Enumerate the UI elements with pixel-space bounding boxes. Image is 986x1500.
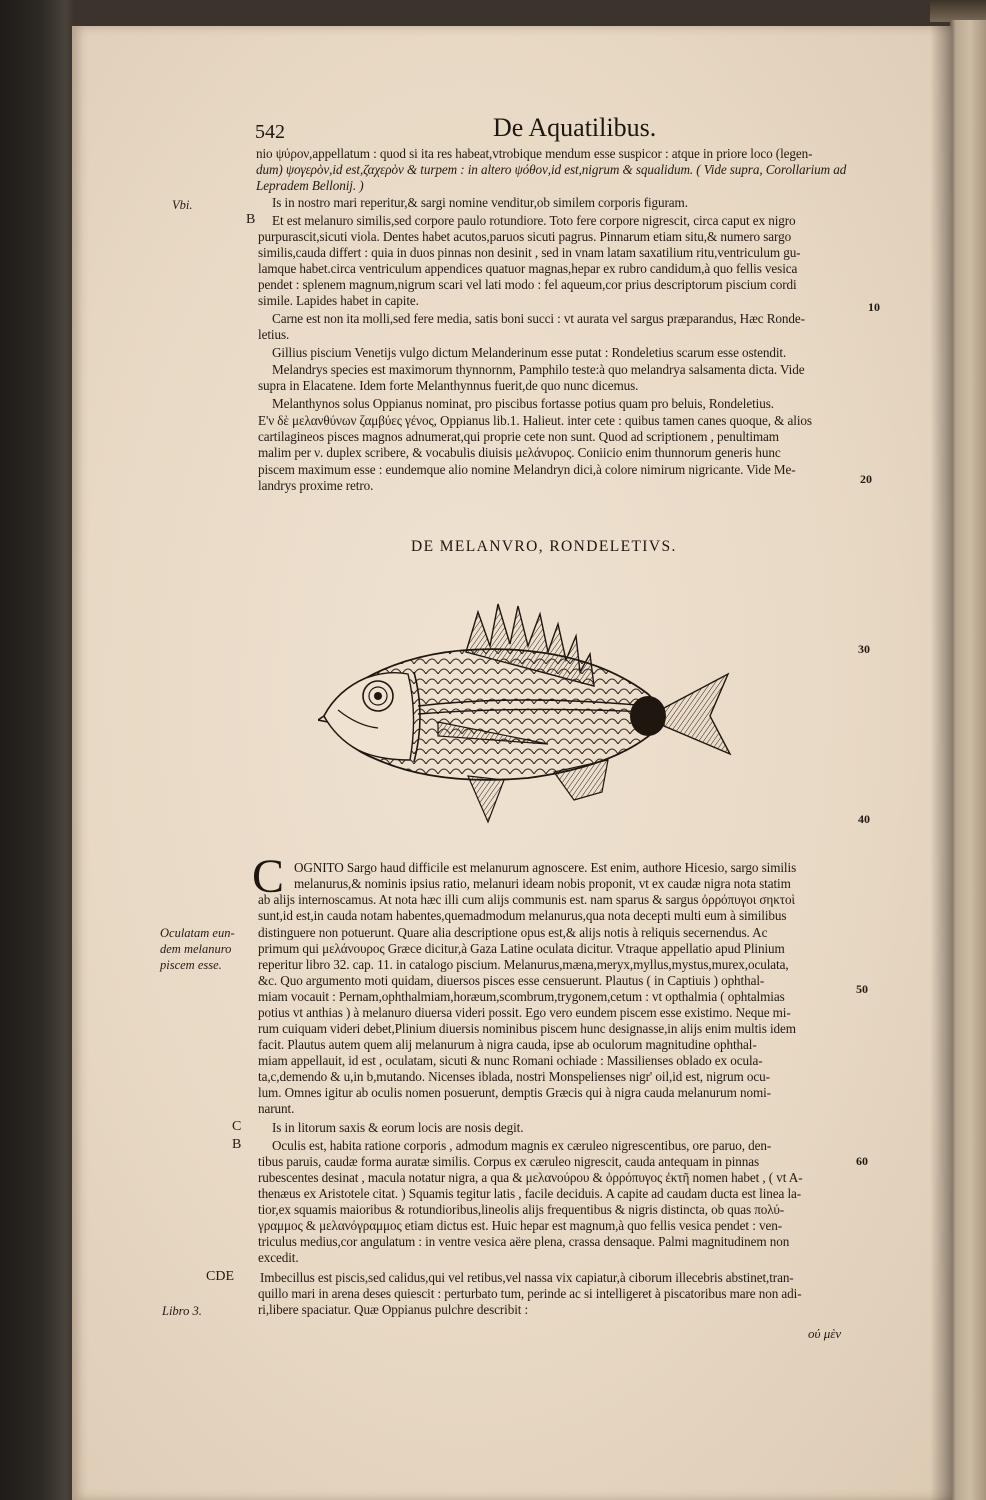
drop-cap: C bbox=[252, 850, 285, 903]
text-line: ta,c,demendo & u,in b,mutando. Nicenses iblada, nostri Monspelienses nigr' oil,id est, nigrum ocu- bbox=[258, 1069, 770, 1084]
text-line: Et est melanuro similis,sed corpore paulo rotundiore. Toto fere corpore nigrescit, circa caput ex nigro bbox=[272, 213, 796, 228]
text-line: narunt. bbox=[258, 1101, 295, 1116]
text-line: tior,ex squamis maioribus & rotundioribus,lineolis alijs frequentibus & nigris distincta, ob quas πολύ- bbox=[258, 1202, 785, 1217]
text-line: similis,cauda differt : quia in duos pinnas non desinit , sed in vnam latam saxatilium ritu,ventriculum gu- bbox=[258, 245, 801, 260]
catchword: ού μὲν bbox=[808, 1326, 842, 1341]
text-line: Lepradem Bellonij. ) bbox=[256, 178, 364, 193]
line-number: 30 bbox=[858, 642, 870, 656]
text-line: excedit. bbox=[258, 1250, 299, 1265]
line-number: 40 bbox=[858, 812, 870, 826]
text-line: Imbecillus est piscis,sed calidus,qui vel retibus,vel nassa vix capiatur,à ciborum illecebris abstinet,tran- bbox=[260, 1270, 794, 1285]
margin-note: Libro 3. bbox=[162, 1304, 202, 1318]
text-line: facit. Plautus autem quem alij melanurum à nigra cauda, ipse ab oculorum magnitudine ophthal- bbox=[258, 1037, 757, 1052]
text-line: ab alijs internoscamus. At nota hæc illi cum alijs communis est. nam sparus & sargus ὀρρόπυγοι σηκτοὶ bbox=[258, 892, 795, 907]
text-line: lum. Omnes igitur ab oculis nomen posuerunt, demptis Græcis qui à nigra cauda melanurum nomi- bbox=[258, 1085, 771, 1100]
fish-woodcut-illustration bbox=[318, 594, 738, 824]
text-line: letius. bbox=[258, 327, 290, 342]
text-line: reperitur libro 32. cap. 11. in catalogo piscium. Melanurus,mæna,meryx,myllus,mystus,murex,oculata, bbox=[258, 957, 789, 972]
book-page bbox=[72, 26, 952, 1500]
margin-letter: C bbox=[232, 1119, 242, 1134]
text-line: melanurus,& nominis ipsius ratio, melanuri ideam nobis proponit, vt ex caudæ nigra nota statim bbox=[294, 876, 791, 891]
text-line: miam appellauit, id est , oculatam, sicuti & nunc Romani ochiade : Massilienses oblado ex ocula- bbox=[258, 1053, 763, 1068]
text-line: dum) ψογερὸν,id est,ζαχερὸν & turpem : in altero ψόθον,id est,nigrum & squalidum. ( Vide supra, Corollarium ad bbox=[256, 162, 847, 177]
line-number: 60 bbox=[856, 1154, 868, 1168]
text-line: γραμμος & μελανόγραμμος etiam dictus est. Huic hepar est magnum,à quo fellis vesica pendet : ven- bbox=[258, 1218, 782, 1233]
line-number: 20 bbox=[860, 472, 872, 486]
text-line: Is in nostro mari reperitur,& sargi nomine venditur,ob similem corporis figuram. bbox=[272, 195, 688, 210]
page-number: 542 bbox=[255, 121, 285, 143]
text-line: triculus medius,cor angulatum : in ventre vesica aëre plena, crassa densaque. Palmi magnitudinem non bbox=[258, 1234, 790, 1249]
text-line: piscem maximum esse : eundemque alio nomine Melandryn dici,à colore nimirum nigricante. Vide Me- bbox=[258, 462, 796, 477]
margin-letter: B bbox=[246, 212, 256, 227]
text-line: purpurascit,sicuti viola. Dentes habet acutos,paruos sicuti pagrus. Pinnarum etiam situ,& numero sargo bbox=[258, 229, 792, 244]
text-line: primum qui μελάνουρος Græce dicitur,à Gaza Latine oculata dicitur. Vtraque appellatio apud Plinium bbox=[258, 941, 785, 956]
margin-letter: B bbox=[232, 1137, 242, 1152]
margin-note: dem melanuro bbox=[160, 942, 232, 956]
text-line: Melandrys species est maximorum thynnornm, Pamphilo teste:à quo melandrya salsamenta dicta. Vide bbox=[272, 362, 805, 377]
text-line: OGNITO Sargo haud difficile est melanurum agnoscere. Est enim, authore Hicesio, sargo similis bbox=[294, 860, 797, 875]
next-page-edge bbox=[950, 20, 986, 1500]
margin-note: Vbi. bbox=[172, 198, 193, 212]
text-line: Gillius piscium Venetijs vulgo dictum Melanderinum esse putat : Rondeletius scarum esse ostendit. bbox=[272, 345, 787, 360]
text-line: Is in litorum saxis & eorum locis are nosis degit. bbox=[272, 1120, 524, 1135]
line-number: 10 bbox=[868, 300, 880, 314]
text-line: Melanthynos solus Oppianus nominat, pro piscibus fortasse potius quam pro beluis, Rondeletius. bbox=[272, 396, 774, 411]
line-number: 50 bbox=[856, 982, 868, 996]
text-line: thenæus ex Aristotele citat. ) Squamis tegitur latis , facile deciduis. A capite ad caudam ducta est linea la- bbox=[258, 1186, 802, 1201]
text-line: Ε'ν δὲ μελανθύνων ζαμβύες γένος, Oppianus lib.1. Halieut. inter cete : quibus tamen canes quoque, & alios bbox=[258, 413, 812, 428]
running-head: De Aquatilibus. bbox=[493, 113, 657, 142]
text-line: cartilagineos pisces magnos adnumerat,qui proprie cete non sunt. Quod ad scriptionem , penultimam bbox=[258, 429, 779, 444]
book-binding bbox=[930, 0, 986, 22]
text-line: Carne est non ita molli,sed fere media, satis boni succi : vt aurata vel sargus præparandus, Hæc Ronde- bbox=[272, 311, 805, 326]
margin-letter: CDE bbox=[206, 1269, 234, 1284]
margin-note: piscem esse. bbox=[160, 958, 222, 972]
text-line: Oculis est, habita ratione corporis , admodum magnis ex cæruleo nigrescentibus, ore paruo, den- bbox=[272, 1138, 772, 1153]
text-line: supra in Elacatene. Idem forte Melanthynnus fuerit,de quo nunc dicemus. bbox=[258, 378, 639, 393]
text-line: quillo mari in arena deses quiescit : perturbato tum, perinde ac si intelligeret à piscatoribus mare non adi- bbox=[258, 1286, 802, 1301]
text-line: &c. Quo argumento moti quidam, diuersos pisces esse censuerunt. Plautus ( in Captiuis ) ophthal- bbox=[258, 973, 765, 988]
text-line: landrys proxime retro. bbox=[258, 478, 374, 493]
text-line: miam vocauit : Pernam,ophthalmiam,horæum,scombrum,trygonem,cetum : vt opthalmia ( ophtalmias bbox=[258, 989, 785, 1004]
margin-note: Oculatam eun- bbox=[160, 926, 235, 940]
text-line: simile. Lapides habet in capite. bbox=[258, 293, 419, 308]
text-line: distinguere non potuerunt. Quare alia descriptione opus est,& alijs notis à reliquis secernendus. Ac bbox=[258, 925, 768, 940]
text-line: pendet : splenem magnum,nigrum scari vel lati modo : fel aqueum,cor prius descriptorum piscium cordi bbox=[258, 277, 797, 292]
text-line: rum cuiquam videri debet,Plinium diuersis nominibus piscem hunc designasse,in alijs enim multis idem bbox=[258, 1021, 796, 1036]
text-line: potius vt anthias ) à melanuro diuersa videri possit. Ego vero eundem piscem esse existimo. Neque mi- bbox=[258, 1005, 791, 1020]
text-line: sunt,id est,in cauda notam habentes,quemadmodum melanurus,qua nota decepti multi eum à similibus bbox=[258, 908, 787, 923]
text-line: tibus paruis, caudæ forma auratæ similis. Corpus ex cæruleo nigrescit, cauda antequam in pinnas bbox=[258, 1154, 760, 1169]
text-line: malim per ν. duplex scribere, & vocabulis diuisis μελάνυρος. Coniicio enim thunnorum generis hunc bbox=[258, 445, 781, 460]
text-line: lamque habet.circa ventriculum appendices quatuor magnas,hepar ex rubro candidum,à quo fellis vesica bbox=[258, 261, 798, 276]
text-line: ri,libere spaciatur. Quæ Oppianus pulchre describit : bbox=[258, 1302, 529, 1317]
section-title: DE MELANVRO, RONDELETIVS. bbox=[411, 538, 677, 555]
text-line: rubescentes desinat , macula notatur nigra, a qua & μελανούρου & ὀρρόπυγος ἐκτῆ nomen habet , ( vt A- bbox=[258, 1170, 803, 1185]
text-line: nio ψύρον,appellatum : quod si ita res habeat,vtrobique mendum esse suspicor : atque in priore loco (legen- bbox=[256, 146, 813, 161]
spine-shadow bbox=[930, 26, 952, 1500]
